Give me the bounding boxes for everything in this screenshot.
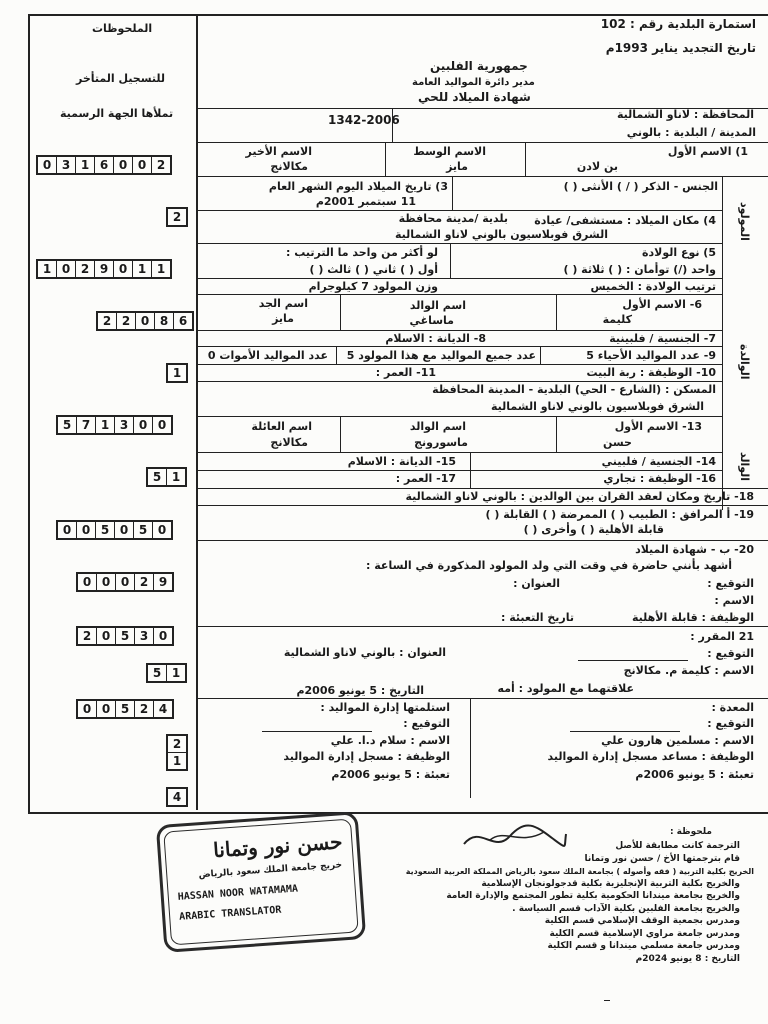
- informant-sign: التوقيع :: [707, 647, 754, 660]
- mother-grand-label: اسم الجد: [258, 297, 308, 310]
- mother-father-name: ماساغي: [409, 314, 454, 327]
- certificate-fill-date: تاريخ التعبئة :: [501, 611, 574, 624]
- code-box-12: [76, 699, 174, 719]
- rule: [385, 142, 386, 176]
- rule: [196, 488, 768, 489]
- code-digit: 2: [135, 574, 154, 590]
- code-digit: 2: [135, 701, 154, 717]
- translator-note-line: التاريخ : 8 يونيو 2024م: [635, 953, 740, 964]
- certificate-job: الوظيفة : قابلة الأهلية: [632, 611, 754, 624]
- father-father-name: ماسورونج: [414, 436, 468, 449]
- code-box-4: [96, 311, 194, 331]
- code-digit: 1: [171, 470, 181, 484]
- code-digit: 5: [116, 701, 135, 717]
- code-digit: 4: [172, 790, 182, 804]
- rule: [196, 278, 722, 279]
- late-registration-label: للتسجيل المتأخر: [76, 72, 166, 85]
- code-box-5: [166, 363, 188, 383]
- child-sex: الجنس - الذكر ( / ) الأنثى ( ): [563, 180, 718, 193]
- mother-occupation: 10- الوظيفة : ربة البيت: [586, 366, 716, 379]
- mother-religion: 8- الديانة : الاسلام: [385, 332, 486, 345]
- residence-header: المسكن : (الشارع - الحي) البلدية - المدينة المحافظة: [432, 383, 716, 396]
- code-digit: 1: [171, 666, 181, 680]
- rule: [196, 381, 722, 382]
- rule: [196, 210, 722, 211]
- translator-note-line: الخريج بكلية التربية ( فقه وأصوله ) بجامعة الملك سعود بالرياض المملكة العربية السعودية: [405, 867, 754, 876]
- mother-grand-name: مايز: [272, 312, 294, 325]
- rule: [525, 142, 526, 176]
- code-digit: 2: [156, 158, 166, 172]
- rule: [540, 346, 541, 364]
- translator-note-line: ومدرس جامعة مسلمي ميندانا و قسم الكلية: [547, 941, 740, 951]
- preparer-job: الوظيفة : مساعد مسجل إدارة المواليد: [547, 750, 754, 763]
- certificate-title: 20- ب - شهادة الميلاد: [635, 543, 754, 556]
- child-middle-name: مايز: [446, 160, 468, 173]
- code-box-8: [56, 520, 173, 540]
- code-box-7: [146, 467, 187, 487]
- code-digit: 3: [57, 157, 76, 173]
- code-digit: 4: [158, 702, 168, 716]
- code-digit: 2: [98, 313, 117, 329]
- rule: [196, 364, 722, 365]
- code-digit: 1: [38, 261, 57, 277]
- code-digit: 0: [157, 523, 167, 537]
- code-box-9: [76, 572, 174, 592]
- birth-type-options: واحد (/) توأمان : ( ) ثلاثة ( ): [563, 263, 716, 276]
- code-digit: 2: [117, 313, 136, 329]
- rule: [196, 176, 768, 177]
- code-digit: 8: [155, 313, 174, 329]
- code-digit: 6: [178, 314, 188, 328]
- code-digit: 3: [115, 417, 134, 433]
- rule: [336, 346, 337, 364]
- mother-first-name: كليمة: [602, 313, 632, 326]
- code-digit: 0: [158, 629, 168, 643]
- form-number: استمارة البلدية رقم : 102: [600, 17, 756, 31]
- stamp-name-en: HASSAN NOOR WATAMAMA: [177, 883, 299, 903]
- informant-title: 21 المقرر :: [690, 630, 754, 643]
- office-title: مدير دائرة المواليد العامة: [412, 77, 535, 88]
- informant-date: التاريخ : 5 يونيو 2006م: [296, 684, 424, 697]
- code-box-11: [146, 663, 187, 683]
- preparer-date: تعبئة : 5 يونيو 2006م: [635, 768, 754, 781]
- mother-living-births: 9- عدد المواليد الأحياء 5: [586, 349, 716, 362]
- translator-note-line: قام بترجمتها الأخ / حسن نور وتمانا: [584, 853, 740, 864]
- translator-note-line: ومدرس بجمعية الوقف الإسلامي قسم الكلية: [544, 916, 740, 926]
- mother-total-births: عدد جميع المواليد مع هذا المولود 5: [346, 349, 536, 362]
- child-last-name-label: الاسم الأخير: [245, 145, 312, 158]
- mother-first-label: 6- الاسم الأول: [622, 298, 702, 311]
- birth-place-values: الشرق فوبلاسيون بالوني لاناو الشمالية: [395, 228, 608, 241]
- code-box-1: [36, 155, 172, 175]
- rule: [450, 243, 451, 278]
- side-label-divider: [722, 176, 723, 510]
- translator-note-title: ملحوظة :: [669, 827, 712, 837]
- code-digit: 2: [172, 210, 182, 224]
- order-options: أول ( ) ثاني ( ) ثالث ( ): [309, 263, 438, 276]
- code-digit: 0: [115, 522, 134, 538]
- code-digit: 1: [156, 262, 166, 276]
- stamp-role-en: ARABIC TRANSLATOR: [178, 904, 282, 923]
- birth-weight: وزن المولود 7 كيلوجرام: [308, 280, 438, 293]
- birth-date-label: 3) تاريخ الميلاد اليوم الشهر العام: [268, 180, 448, 193]
- code-digit: 2: [76, 261, 95, 277]
- code-digit: 0: [116, 574, 135, 590]
- child-first-name: بن لادن: [576, 160, 618, 173]
- code-digit: 0: [133, 157, 152, 173]
- translator-signature: [460, 818, 570, 858]
- rule: [340, 294, 341, 330]
- marriage-place: 18- تاريخ ومكان لعقد القران بين الوالدين : بالوني لاناو الشمالية: [405, 490, 754, 503]
- code-digit: 1: [96, 417, 115, 433]
- rule: [452, 176, 453, 210]
- informant-relation: علاقتهما مع المولود : أمه: [497, 682, 634, 695]
- code-digit: 0: [97, 574, 116, 590]
- code-digit: 3: [135, 628, 154, 644]
- signature-line: [578, 660, 688, 661]
- father-family-label: اسم العائلة: [251, 420, 312, 433]
- code-digit: 1: [172, 366, 182, 380]
- father-first-name: حسن: [602, 436, 632, 449]
- country-title: جمهورية الفلبين: [430, 59, 528, 73]
- code-digit: 0: [58, 522, 77, 538]
- code-digit: 7: [77, 417, 96, 433]
- code-digit: 0: [114, 261, 133, 277]
- code-digit: 0: [114, 157, 133, 173]
- attendant-options: 19- أ المرافق : الطبيب ( ) الممرضة ( ) القابلة ( ): [485, 508, 754, 521]
- translator-note-line: والخريج بجامعة الفلبين بكلية الآداب قسم السياسة .: [512, 903, 740, 914]
- child-middle-name-label: الاسم الوسط: [413, 145, 486, 158]
- rule: [556, 294, 557, 330]
- rule: [196, 142, 768, 143]
- receiver-title: استلمتها إدارة المواليد :: [320, 701, 450, 714]
- rule: [196, 505, 768, 506]
- translator-note-line: والخريج بجامعة ميندانا الحكومية بكلية تطور المجتمع والإدارة العامة: [446, 891, 740, 901]
- rule: [196, 698, 768, 699]
- city-label: المدينة / البلدية : بالوني: [626, 126, 756, 139]
- birth-date: 11 سبتمبر 2001م: [315, 195, 416, 208]
- signature-line: [262, 731, 372, 732]
- code-digit: 5: [116, 628, 135, 644]
- code-digit: 1: [76, 157, 95, 173]
- code-digit: 0: [157, 418, 167, 432]
- certificate-sign: التوقيع :: [707, 577, 754, 590]
- receiver-name: الاسم : سلام د.ا. علي: [330, 734, 450, 747]
- code-box-3: [36, 259, 172, 279]
- code-digit: 0: [38, 157, 57, 173]
- mother-father-label: اسم الوالد: [409, 299, 466, 312]
- father-nationality: 14- الجنسية / فلبيني: [601, 455, 716, 468]
- receiver-date: تعبئة : 5 يونيو 2006م: [331, 768, 450, 781]
- code-digit: 1: [172, 754, 182, 768]
- translator-note-line: والخريج بكلية التربية الإنجليزية بكلية قدجولونجان الإسلامية: [481, 878, 740, 889]
- side-label-baby: المولود: [738, 202, 751, 241]
- registration-number: 1342-2006: [328, 113, 400, 127]
- order-question: لو أكثر من واحد ما الترتيب :: [286, 246, 438, 259]
- official-fill-label: تملأها الجهة الرسمية: [60, 107, 174, 120]
- code-digit: 0: [78, 574, 97, 590]
- rule: [196, 470, 722, 471]
- reg-box-divider: [392, 108, 393, 142]
- code-digit: 6: [95, 157, 114, 173]
- father-family-name: مكالانج: [270, 436, 308, 449]
- informant-name: الاسم : كليمة م. مكالانج: [623, 664, 754, 677]
- preparer-name: الاسم : مسلمين هارون علي: [601, 734, 754, 747]
- father-father-label: اسم الوالد: [409, 420, 466, 433]
- father-age: 17- العمر :: [395, 472, 456, 485]
- left-column-divider: [196, 14, 198, 810]
- code-digit: 9: [95, 261, 114, 277]
- birth-place-header: بلدية /مدينة محافظة: [398, 212, 508, 225]
- child-first-name-label: 1) الاسم الأول: [667, 145, 748, 158]
- father-occupation: 16- الوظيفة : تجاري: [603, 472, 716, 485]
- rule: [196, 346, 722, 347]
- residence-values: الشرق فوبلاسيون بالوني لاناو الشمالية: [491, 400, 704, 413]
- stamp-line-ar: خريج جامعة الملك سعود بالرياض: [198, 860, 343, 881]
- code-digit: 0: [97, 701, 116, 717]
- code-digit: 0: [136, 313, 155, 329]
- code-digit: 0: [57, 261, 76, 277]
- certificate-address: العنوان :: [513, 577, 560, 590]
- code-digit: 5: [148, 469, 167, 485]
- receiver-job: الوظيفة : مسجل إدارة المواليد: [283, 750, 450, 763]
- translator-stamp: [156, 811, 366, 953]
- receiver-sign: التوقيع :: [403, 717, 450, 730]
- rule: [556, 416, 557, 452]
- side-label-mother: الوالدة: [738, 344, 751, 380]
- code-box-6: [56, 415, 173, 435]
- translator-note-line: ومدرس جامعة مراوي الإسلامية قسم الكلية: [549, 928, 740, 939]
- rule: [196, 294, 722, 295]
- rule: [196, 416, 722, 417]
- document-title: شهادة الميلاد للحي: [418, 90, 531, 104]
- code-digit: 1: [133, 261, 152, 277]
- certificate-name: الاسم :: [714, 594, 754, 607]
- preparer-sign: التوقيع :: [707, 717, 754, 730]
- rule: [196, 540, 768, 541]
- informant-address: العنوان : بالوني لاناو الشمالية: [283, 646, 446, 659]
- child-last-name: مكالانج: [270, 160, 308, 173]
- code-box-2: [166, 207, 188, 227]
- code-digit: 5: [58, 417, 77, 433]
- code-digit: 5: [134, 522, 153, 538]
- renewal-date: تاريخ التجديد يناير 1993م: [605, 41, 756, 55]
- code-box-14: [166, 787, 188, 807]
- code-digit: 2: [168, 736, 186, 753]
- rule: [340, 416, 341, 452]
- birth-place-label: 4) مكان الميلاد : مستشفى/ عيادة: [534, 214, 716, 227]
- mother-nationality: 7- الجنسية / فلبينية: [609, 332, 716, 345]
- code-digit: 0: [134, 417, 153, 433]
- translator-note-line: الترجمة كانت مطابقة للأصل: [615, 841, 740, 851]
- code-digit: 0: [97, 628, 116, 644]
- mother-age: 11- العمر :: [375, 366, 436, 379]
- father-religion: 15- الديانة : الاسلام: [347, 455, 456, 468]
- rule: [196, 330, 722, 331]
- code-digit: 2: [78, 628, 97, 644]
- stamp-name-ar: حسن نور وتمانا: [212, 829, 344, 863]
- birth-type-label: 5) نوع الولادة: [641, 246, 716, 259]
- rule: [196, 452, 722, 453]
- code-digit: 5: [96, 522, 115, 538]
- page-mark: [604, 1000, 610, 1001]
- mother-dead-births: عدد المواليد الأموات 0: [207, 349, 328, 362]
- certificate-statement: أشهد بأنني حاضرة في وقت التي ولد المولود المذكورة في الساعة :: [366, 559, 732, 572]
- rule: [196, 626, 768, 627]
- father-first-label: 13- الاسم الأول: [614, 420, 702, 433]
- attendant-options-2: قابلة الأهلية ( ) وأخرى ( ): [523, 523, 664, 536]
- side-label-father: الوالد: [738, 452, 751, 482]
- rule: [196, 243, 722, 244]
- code-digit: 9: [158, 575, 168, 589]
- province-label: المحافظة : لاناو الشمالية: [617, 108, 754, 121]
- code-digit: 0: [78, 701, 97, 717]
- code-digit: 5: [148, 665, 167, 681]
- notes-heading: الملحوظات: [92, 22, 153, 35]
- code-digit: 0: [77, 522, 96, 538]
- rule: [470, 698, 471, 798]
- code-box-10: [76, 626, 174, 646]
- birth-order: ترتيب الولادة : الخميس: [590, 280, 716, 293]
- preparer-title: المعدة :: [711, 701, 754, 714]
- code-box-13: [166, 734, 188, 771]
- signature-line: [570, 731, 680, 732]
